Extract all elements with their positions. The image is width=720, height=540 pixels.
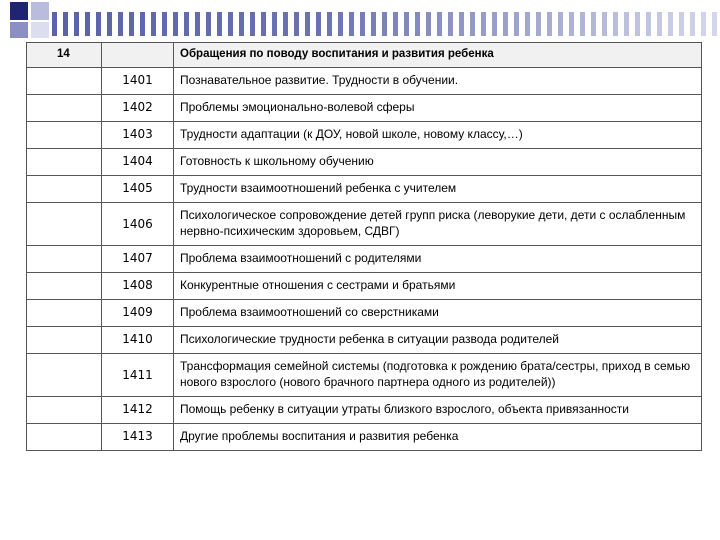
empty-cell [27,424,102,451]
row-code: 1401 [102,68,174,95]
row-description: Трансформация семейной системы (подготовка к рождению брата/сестры, приход в семью нового взрослого (нового брачного партнера одного из родителей)) [174,354,702,397]
row-code: 1405 [102,176,174,203]
table-row [27,122,702,149]
row-description: Трудности взаимоотношений ребенка с учителем [174,176,702,203]
banner-square-mid [10,22,28,38]
row-code: 1404 [102,149,174,176]
table-row [27,95,702,122]
empty-cell [27,300,102,327]
row-code: 1408 [102,273,174,300]
table-row [27,354,702,397]
table-row [27,149,702,176]
row-description: Трудности адаптации (к ДОУ, новой школе, новому классу,…) [174,122,702,149]
row-code: 1403 [102,122,174,149]
table-row [27,424,702,451]
table-header-row [27,43,702,68]
decorative-banner [0,0,720,40]
row-description: Конкурентные отношения с сестрами и братьями [174,273,702,300]
row-code: 1402 [102,95,174,122]
empty-cell [27,327,102,354]
empty-cell [27,68,102,95]
header-code-cell [102,43,174,68]
row-description: Другие проблемы воспитания и развития ребенка [174,424,702,451]
empty-cell [27,203,102,246]
empty-cell [27,246,102,273]
table-row [27,176,702,203]
row-code: 1407 [102,246,174,273]
row-code: 1412 [102,397,174,424]
empty-cell [27,354,102,397]
row-description: Проблема взаимоотношений с родителями [174,246,702,273]
row-code: 1413 [102,424,174,451]
empty-cell [27,273,102,300]
table-row [27,273,702,300]
row-description: Психологические трудности ребенка в ситуации развода родителей [174,327,702,354]
row-description: Помощь ребенку в ситуации утраты близкого взрослого, объекта привязанности [174,397,702,424]
row-description: Психологическое сопровождение детей групп риска (леворукие дети, дети с ослабленным нервно-психическим здоровьем, СДВГ) [174,203,702,246]
table-row [27,246,702,273]
row-description: Проблемы эмоционально-волевой сферы [174,95,702,122]
empty-cell [27,122,102,149]
table-row [27,203,702,246]
banner-square-dark [10,2,28,20]
row-code: 1410 [102,327,174,354]
table-row [27,68,702,95]
empty-cell [27,95,102,122]
banner-square-pale [31,22,49,38]
empty-cell [27,176,102,203]
row-description: Готовность к школьному обучению [174,149,702,176]
banner-stripes [52,12,720,36]
table-row [27,397,702,424]
section-number: 14 [27,43,102,68]
row-description: Познавательное развитие. Трудности в обучении. [174,68,702,95]
table-row [27,300,702,327]
banner-square-light [31,2,49,20]
row-code: 1406 [102,203,174,246]
empty-cell [27,149,102,176]
row-code: 1411 [102,354,174,397]
row-description: Проблема взаимоотношений со сверстниками [174,300,702,327]
section-title: Обращения по поводу воспитания и развития ребенка [174,43,702,68]
classification-table [26,42,702,451]
empty-cell [27,397,102,424]
row-code: 1409 [102,300,174,327]
table-row [27,327,702,354]
